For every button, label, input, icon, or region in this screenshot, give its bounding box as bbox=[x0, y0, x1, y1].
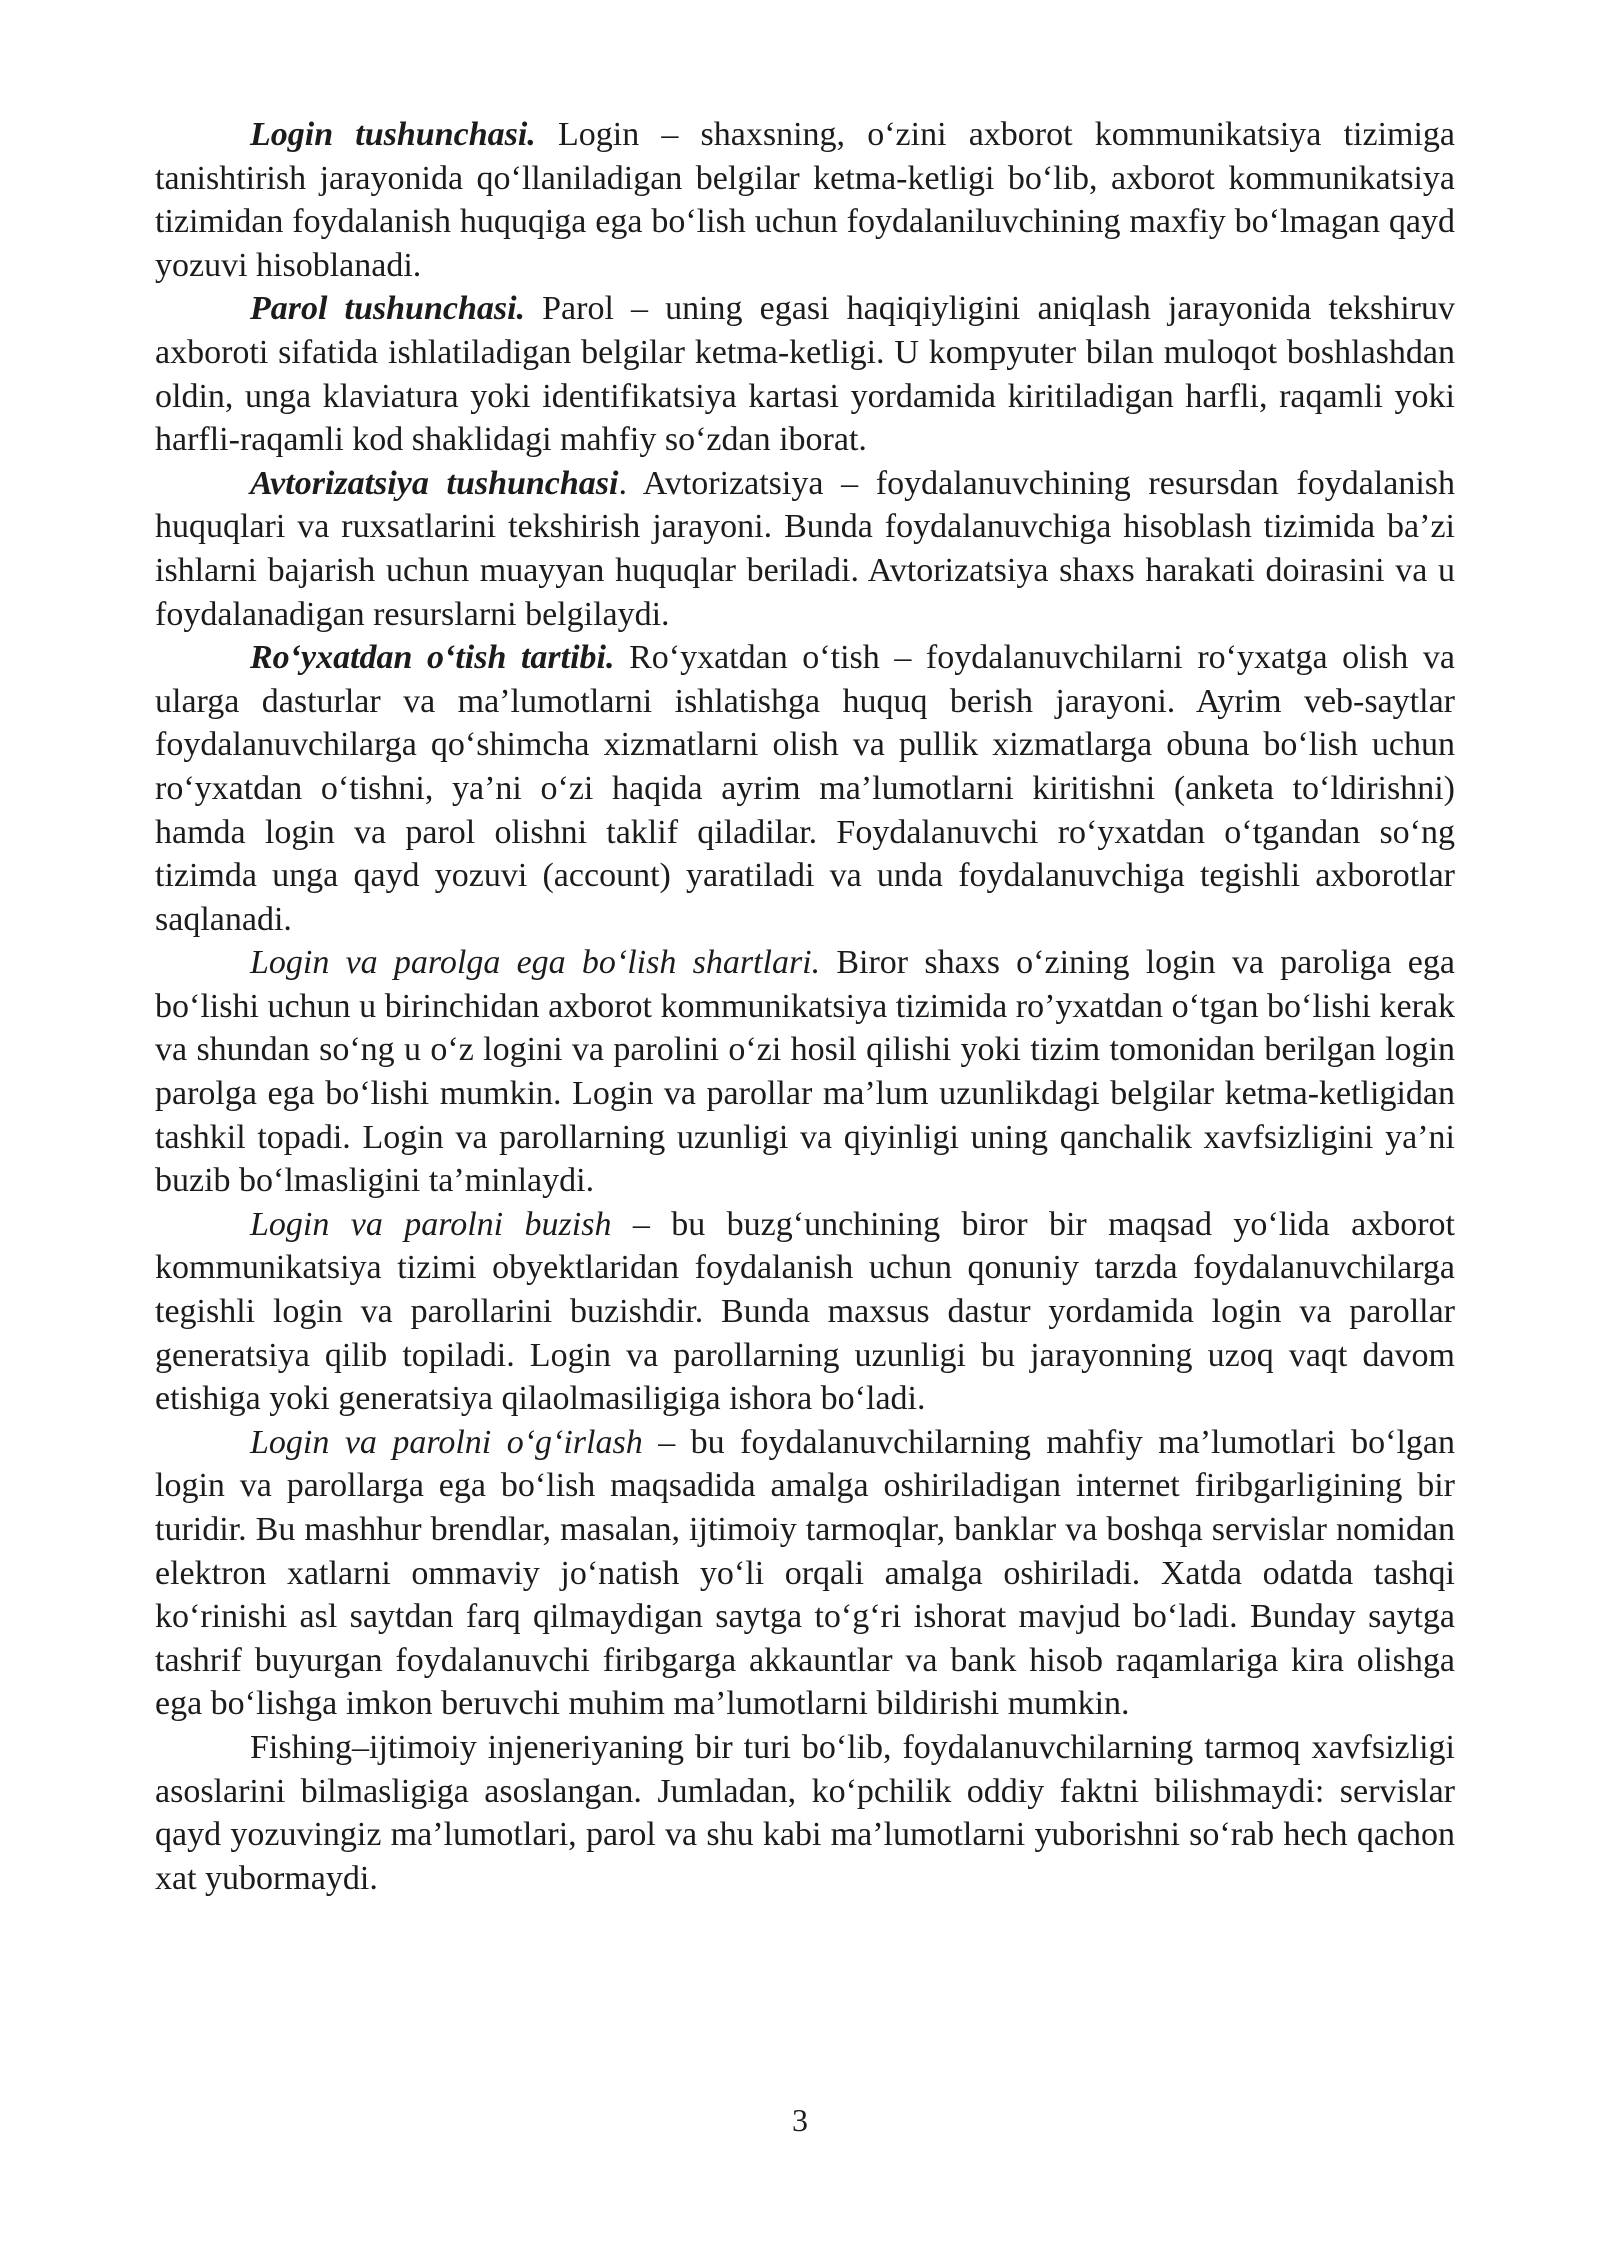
term-credential-cracking: Login va parolni buzish bbox=[250, 1205, 612, 1243]
paragraph-text: – bu buzg‘unchining biror bir maqsad yo‘lida axborot kommunikatsiya tizimi obyektlaridan foydalanish uchun qonuniy tarzda foydalanuvchilarga tegishli login va parollarini buzishdir. Bunda maxsus dastur yordamida login va parollar generatsiya qilib topiladi. Login va parollarning uzunligi bu jarayonning uzoq vaqt davom etishiga yoki generatsiya qilaolmasiligiga ishora bo‘ladi. bbox=[155, 1205, 1456, 1418]
term-authorization-concept: Avtorizatsiya tushunchasi bbox=[250, 464, 619, 502]
paragraph-phishing bbox=[155, 1726, 1455, 1900]
paragraph-text: – bu foydalanuvchilarning mahfiy ma’lumotlari bo‘lgan login va parollarga ega bo‘lish maqsadida amalga oshiriladigan internet firibgarligining bir turidir. Bu mashhur brendlar, masalan, ijtimoiy tarmoqlar, banklar va boshqa servislar nomidan elektron xatlarni ommaviy jo‘natish yo‘li orqali amalga oshiriladi. Xatda odatda tashqi ko‘rinishi asl saytdan farq qilmaydigan saytga to‘g‘ri ishorat mavjud bo‘ladi. Bunday saytga tashrif buyurgan foydalanuvchi firibgarga akkauntlar va bank hisob raqamlariga kira olishga ega bo‘lishga imkon beruvchi muhim ma’lumotlarni bildirishi mumkin. bbox=[155, 1423, 1455, 1723]
paragraph-login-concept bbox=[155, 113, 1455, 287]
paragraph-text: Biror shaxs o‘zining login va paroliga ega bo‘lishi uchun u birinchidan axborot kommunikatsiya tizimida ro’yxatdan o‘tgan bo‘lishi kerak va shundan so‘ng u o‘z logini va parolini o‘zi hosil qilishi yoki tizim tomonidan berilgan login parolga ega bo‘lishi mumkin. Login va parollar ma’lum uzunlikdagi belgilar ketma-ketligidan tashkil topadi. Login va parollarning uzunligi va qiyinligi uning qanchalik xavfsizligini ya’ni buzib bo‘lmasligini ta’minlaydi. bbox=[155, 944, 1455, 1200]
paragraph-credential-cracking bbox=[155, 1203, 1455, 1421]
term-password-concept: Parol tushunchasi. bbox=[250, 290, 526, 328]
body-text bbox=[155, 113, 1455, 1900]
paragraph-text: Ro‘yxatdan o‘tish – foydalanuvchilarni ro‘yxatga olish va ularga dasturlar va ma’lumotlarni ishlatishga huquq berish jarayoni. Ayrim veb-saytlar foydalanuvchilarga qo‘shimcha xizmatlarni olish va pullik xizmatlarga obuna bo‘lish uchun ro‘yxatdan o‘tishni, ya’ni o‘zi haqida ayrim ma’lumotlarni kiritishni (anketa to‘ldirishni) hamda login va parol olishni taklif qiladilar. Foydalanuvchi ro‘yxatdan o‘tgandan so‘ng tizimda unga qayd yozuvi (account) yaratiladi va unda foydalanuvchiga tegishli axborotlar saqlanadi. bbox=[155, 639, 1455, 938]
term-credential-theft: Login va parolni o‘g‘irlash bbox=[250, 1423, 643, 1461]
paragraph-password-concept bbox=[155, 287, 1455, 461]
paragraph-registration-procedure bbox=[155, 636, 1455, 941]
paragraph-text: Parol – uning egasi haqiqiyligini aniqlash jarayonida tekshiruv axboroti sifatida ishlatiladigan belgilar ketma-ketligi. U kompyuter bilan muloqot boshlashdan oldin, unga klaviatura yoki identifikatsiya kartasi yordamida kiritiladigan harfli, raqamli yoki harfli-raqamli kod shaklidagi mahfiy so‘zdan iborat. bbox=[155, 290, 1455, 459]
paragraph-credential-theft bbox=[155, 1421, 1455, 1726]
paragraph-text: Fishing–ijtimoiy injeneriyaning bir turi bo‘lib, foydalanuvchilarning tarmoq xavfsizligi asoslarini bilmasligiga asoslangan. Jumladan, ko‘pchilik oddiy faktni bilishmaydi: servislar qayd yozuvingiz ma’lumotlari, parol va shu kabi ma’lumotlarni yuborishni so‘rab hech qachon xat yubormaydi. bbox=[155, 1728, 1455, 1897]
term-credential-conditions: Login va parolga ega bo‘lish shartlari. bbox=[250, 944, 821, 982]
paragraph-text: Login – shaxsning, o‘zini axborot kommunikatsiya tizimiga tanishtirish jarayonida qo‘llaniladigan belgilar ketma-ketligi bo‘lib, axborot kommunikatsiya tizimidan foydalanish huquqiga ega bo‘lish uchun foydalaniluvchining maxfiy bo‘lmagan qayd yozuvi hisoblanadi. bbox=[155, 116, 1455, 284]
paragraph-credential-conditions bbox=[155, 941, 1455, 1203]
term-registration-procedure: Ro‘yxatdan o‘tish tartibi. bbox=[250, 639, 615, 677]
page-number: 3 bbox=[792, 2102, 808, 2138]
paragraph-text: . Avtorizatsiya – foydalanuvchining resursdan foydalanish huquqlari va ruxsatlarini tekshirish jarayoni. Bunda foydalanuvchiga hisoblash tizimida ba’zi ishlarni bajarish uchun muayyan huquqlar beriladi. Avtorizatsiya shaxs harakati doirasini va u foydalanadigan resurslarni belgilaydi. bbox=[155, 464, 1456, 633]
paragraph-authorization-concept bbox=[155, 462, 1455, 636]
term-login-concept: Login tushunchasi. bbox=[250, 116, 536, 153]
